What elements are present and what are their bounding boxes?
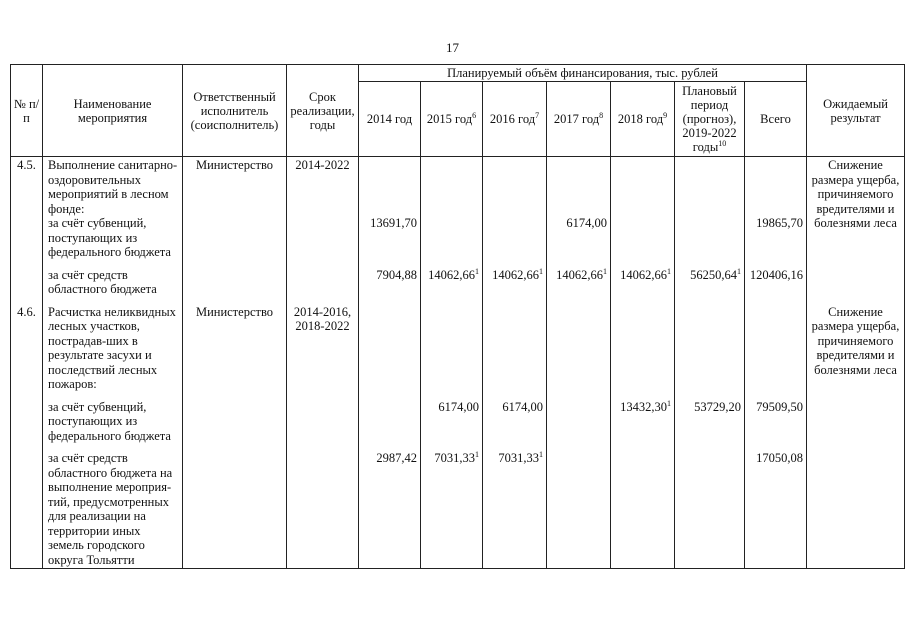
cell-2016: 14062,66$^1$ (483, 267, 547, 298)
row-num: 4.5. (11, 157, 43, 261)
cell-2015: 14062,66$^1$ (421, 267, 483, 298)
row-title: Расчистка неликвидных лесных участков, пострадав-ших в результате засухи и последствий лесных пожаров: (43, 304, 183, 393)
col-executor: Ответственный исполнитель (соисполнитель) (183, 65, 287, 157)
footnote-mark: 10 (718, 138, 727, 148)
cell-2016: 7031,33$^1$ (483, 450, 547, 569)
table-row (11, 450, 905, 569)
cell-2018 (611, 157, 675, 261)
col-name: Наименование мероприятия (43, 65, 183, 157)
cell-2017 (547, 399, 611, 445)
row-term: 2014-2016, 2018-2022 (287, 304, 359, 393)
cell-2014: 2987,42 (359, 450, 421, 569)
cell-2014 (359, 399, 421, 445)
col-term: Срок реализации, годы (287, 65, 359, 157)
cell-total: 120406,16 (745, 267, 807, 298)
col-num: № п/п (11, 65, 43, 157)
col-2017: 2017 год$^8$ (547, 82, 611, 157)
cell-total: 17050,08 (745, 450, 807, 569)
row-result: Снижение размера ущерба, причиняемого вредителями и болезнями леса (807, 304, 905, 445)
row-sub-label: за счёт средств областного бюджета на выполнение мероприя-тий, предусмотренных для реализации на территории иных земель городского округа Тольятти (43, 450, 183, 569)
table-row (11, 304, 905, 393)
cell-2018: 14062,66$^1$ (611, 267, 675, 298)
page-number: 17 (446, 40, 459, 55)
cell-plan: 56250,64$^1$ (675, 267, 745, 298)
cell-2016: 6174,00 (483, 399, 547, 445)
footnote-mark: 7 (535, 110, 540, 120)
row-term: 2014-2022 (287, 157, 359, 261)
row-executor: Министерство (183, 157, 287, 261)
col-2015: 2015 год$^6$ (421, 82, 483, 157)
cell-2015: 6174,00 (421, 399, 483, 445)
cell-2014: 13691,70 (359, 157, 421, 261)
cell-2016 (483, 157, 547, 261)
col-result: Ожидаемый результат (807, 65, 905, 157)
cell-plan (675, 157, 745, 261)
cell-2014: 7904,88 (359, 267, 421, 298)
cell-plan: 53729,20 (675, 399, 745, 445)
row-sub-label: за счёт субвенций, поступающих из федерального бюджета (48, 216, 171, 259)
table-header (11, 65, 905, 157)
row-title: Выполнение санитарно-оздоровительных мероприятий в лесном фонде: за счёт субвенций, поступающих из федерального бюджета (43, 157, 183, 261)
col-total: Всего (745, 82, 807, 157)
row-sub-label: за счёт средств областного бюджета (43, 267, 183, 298)
col-funding-group: Планируемый объём финансирования, тыс. рублей (359, 65, 807, 82)
cell-2018: 13432,30$^1$ (611, 399, 675, 445)
table-row (11, 157, 905, 261)
table-row (11, 399, 905, 445)
row-result: Снижение размера ущерба, причиняемого вредителями и болезнями леса (807, 157, 905, 261)
cell-total: 19865,70 (745, 157, 807, 261)
cell-2017 (547, 450, 611, 569)
cell-2017: 14062,66$^1$ (547, 267, 611, 298)
row-executor: Министерство (183, 304, 287, 393)
cell-2017: 6174,00 (547, 157, 611, 261)
row-num: 4.6. (11, 304, 43, 393)
col-plan: Плановый период (прогноз), 2019-2022 годы$^{10}$ (675, 82, 745, 157)
cell-plan (675, 450, 745, 569)
table-row (11, 267, 905, 298)
cell-2015 (421, 157, 483, 261)
footnote-mark: 6 (472, 110, 477, 120)
col-2014: 2014 год (359, 82, 421, 157)
col-2016: 2016 год$^7$ (483, 82, 547, 157)
footnote-mark: 9 (663, 110, 668, 120)
footnote-mark: 8 (599, 110, 604, 120)
cell-2018 (611, 450, 675, 569)
col-2018: 2018 год$^9$ (611, 82, 675, 157)
cell-total: 79509,50 (745, 399, 807, 445)
row-sub-label: за счёт субвенций, поступающих из федерального бюджета (43, 399, 183, 445)
cell-2015: 7031,33$^1$ (421, 450, 483, 569)
funding-table (10, 64, 905, 569)
